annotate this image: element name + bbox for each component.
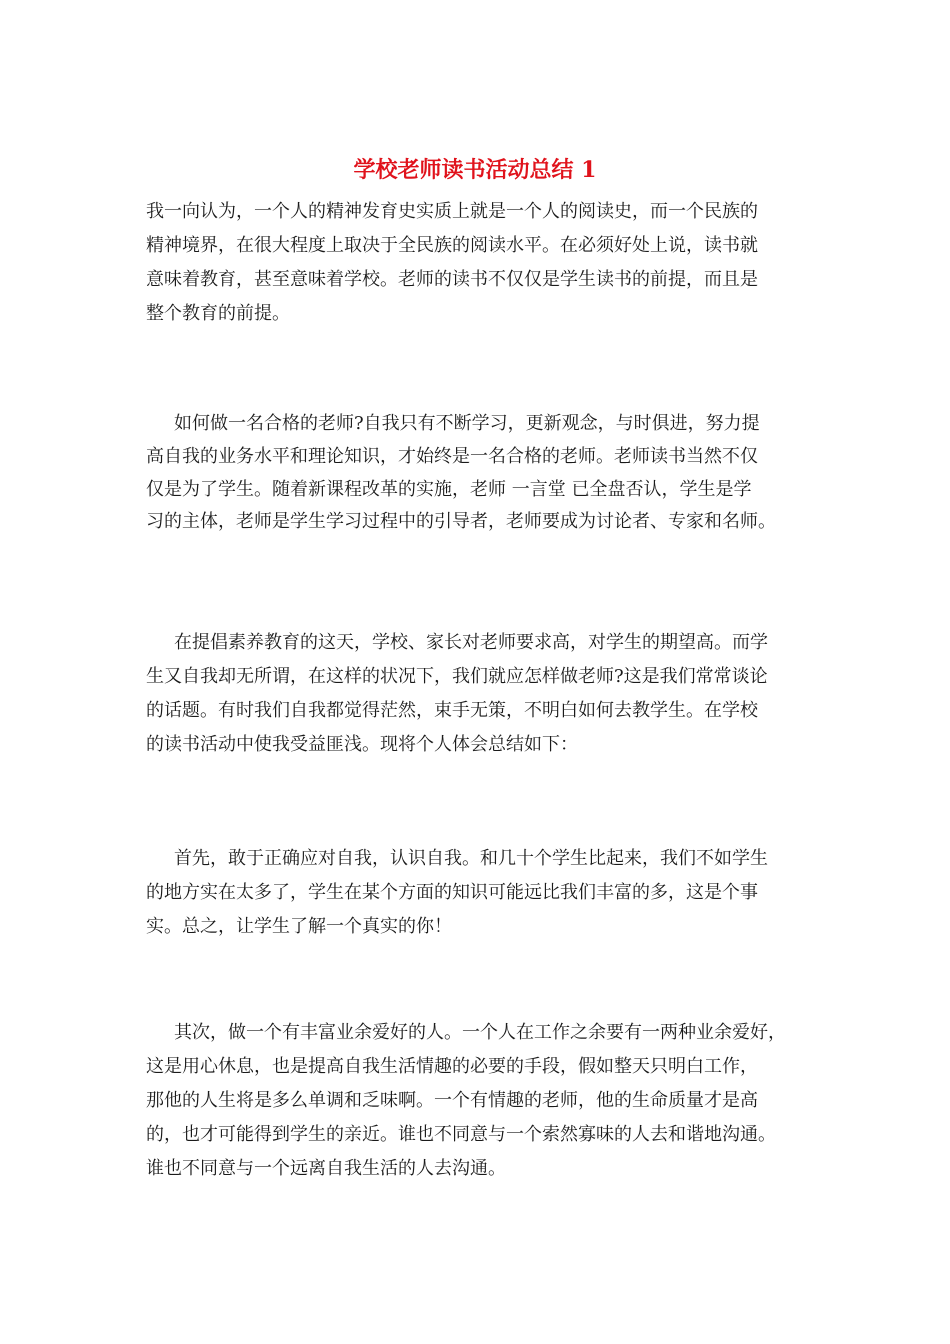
- paragraph-5-line-2: 这是用心休息，也是提高自我生活情趣的必要的手段，假如整天只明白工作，: [146, 1056, 758, 1077]
- paragraph-3-line-3: 的话题。有时我们自我都觉得茫然，束手无策，不明白如何去教学生。在学校: [146, 700, 758, 721]
- paragraph-2-line-1: 如何做一名合格的老师?自我只有不断学习，更新观念，与时俱进，努力提: [174, 413, 760, 434]
- paragraph-5-line-5: 谁也不同意与一个远离自我生活的人去沟通。: [146, 1158, 506, 1179]
- paragraph-3-line-1: 在提倡素养教育的这天，学校、家长对老师要求高，对学生的期望高。而学: [174, 632, 768, 653]
- paragraph-4-line-1: 首先，敢于正确应对自我，认识自我。和几十个学生比起来，我们不如学生: [174, 848, 768, 869]
- paragraph-2-line-4: 习的主体，老师是学生学习过程中的引导者，老师要成为讨论者、专家和名师。: [146, 511, 776, 532]
- paragraph-5-line-4: 的，也才可能得到学生的亲近。谁也不同意与一个索然寡味的人去和谐地沟通。: [146, 1124, 776, 1145]
- paragraph-4-line-3: 实。总之，让学生了解一个真实的你！: [146, 916, 452, 937]
- paragraph-1-line-1: 我一向认为，一个人的精神发育史实质上就是一个人的阅读史，而一个民族的: [146, 201, 758, 222]
- paragraph-1-line-2: 精神境界，在很大程度上取决于全民族的阅读水平。在必须好处上说，读书就: [146, 235, 758, 256]
- document-title: 学校老师读书活动总结 1: [353, 157, 597, 183]
- paragraph-5-line-3: 那他的人生将是多么单调和乏味啊。一个有情趣的老师，他的生命质量才是高: [146, 1090, 758, 1111]
- paragraph-1-line-3: 意味着教育，甚至意味着学校。老师的读书不仅仅是学生读书的前提，而且是: [146, 269, 758, 290]
- paragraph-2-line-2: 高自我的业务水平和理论知识，才始终是一名合格的老师。老师读书当然不仅: [146, 446, 758, 467]
- paragraph-2-line-3: 仅是为了学生。随着新课程改革的实施，老师 一言堂 已全盘否认，学生是学: [146, 479, 752, 500]
- paragraph-4-line-2: 的地方实在太多了，学生在某个方面的知识可能远比我们丰富的多，这是个事: [146, 882, 758, 903]
- paragraph-5-line-1: 其次，做一个有丰富业余爱好的人。一个人在工作之余要有一两种业余爱好，: [174, 1022, 786, 1043]
- paragraph-3-line-2: 生又自我却无所谓，在这样的状况下，我们就应怎样做老师?这是我们常常谈论: [146, 666, 768, 687]
- paragraph-1-line-4: 整个教育的前提。: [146, 303, 290, 324]
- paragraph-3-line-4: 的读书活动中使我受益匪浅。现将个人体会总结如下：: [146, 734, 578, 755]
